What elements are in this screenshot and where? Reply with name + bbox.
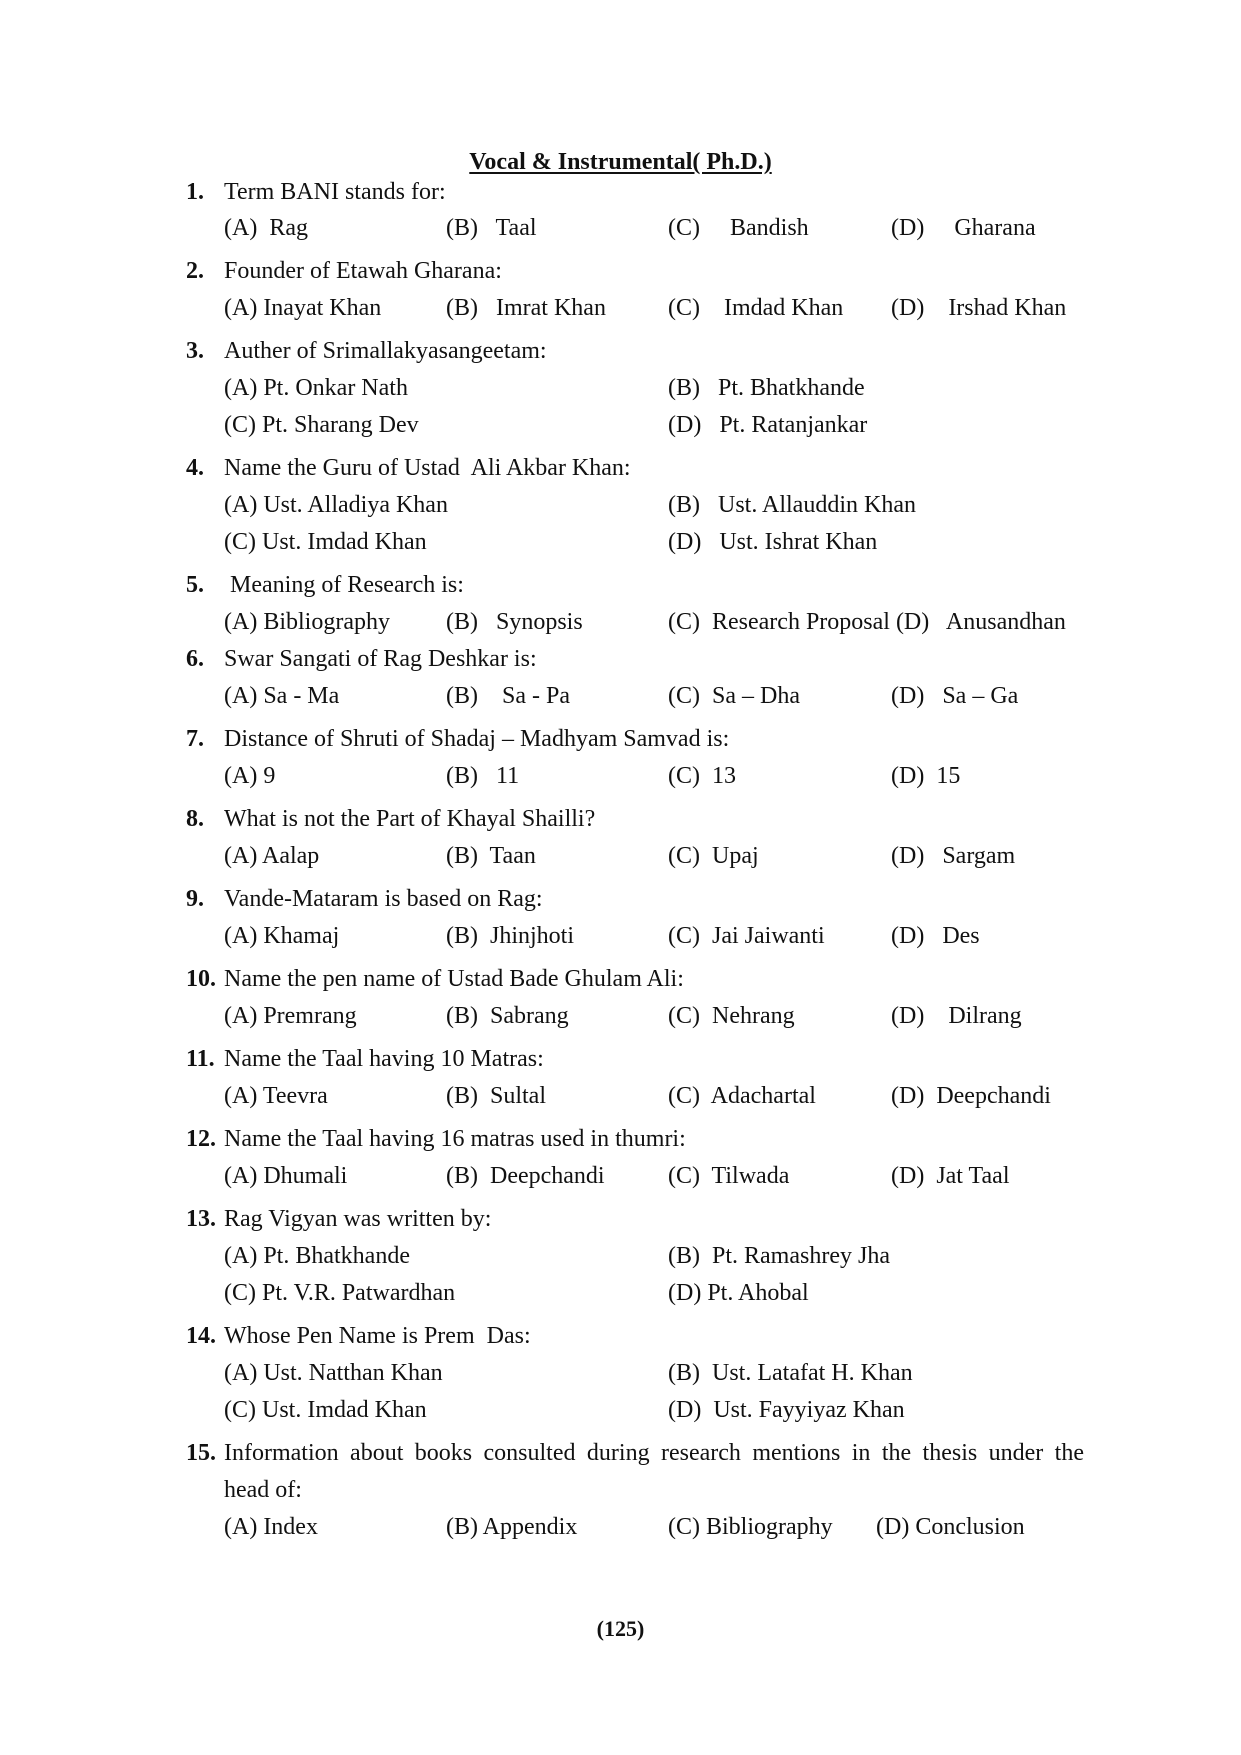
question-text: Meaning of Research is: — [224, 572, 464, 598]
option-a: (A) Khamaj — [224, 923, 340, 949]
options-row — [0, 530, 1241, 566]
question-number: 6. — [186, 646, 204, 672]
question-1 — [0, 180, 1241, 216]
option-b: (B) 11 — [446, 763, 520, 789]
option-a: (A) Rag — [224, 215, 308, 241]
question-8 — [0, 807, 1241, 843]
options-row — [0, 1281, 1241, 1317]
option-c: (C) Nehrang — [668, 1003, 795, 1029]
option-b: (B) Imrat Khan — [446, 295, 606, 321]
options-row — [0, 413, 1241, 449]
question-number: 10. — [186, 966, 216, 992]
question-2 — [0, 259, 1241, 295]
question-number: 15. — [186, 1440, 216, 1466]
option-d: (D) Jat Taal — [891, 1163, 1010, 1189]
question-13 — [0, 1207, 1241, 1243]
option-a: (A) Teevra — [224, 1083, 328, 1109]
options-row — [0, 493, 1241, 529]
question-number: 13. — [186, 1206, 216, 1232]
options-row — [0, 376, 1241, 412]
option-b: (B) Sultal — [446, 1083, 546, 1109]
question-11 — [0, 1047, 1241, 1083]
option-a: (A) Pt. Onkar Nath — [224, 375, 408, 401]
options-row — [0, 1244, 1241, 1280]
question-text-continued: head of: — [224, 1477, 302, 1503]
option-c: (C) 13 — [668, 763, 736, 789]
question-number: 4. — [186, 455, 204, 481]
option-c: (C) Pt. Sharang Dev — [224, 412, 419, 438]
option-c: (C) Ust. Imdad Khan — [224, 529, 427, 555]
question-number: 5. — [186, 572, 204, 598]
question-14 — [0, 1324, 1241, 1360]
option-c: (C) Upaj — [668, 843, 759, 869]
question-text: Name the pen name of Ustad Bade Ghulam Ali: — [224, 966, 684, 992]
options-row — [0, 764, 1241, 800]
option-a: (A) Ust. Alladiya Khan — [224, 492, 448, 518]
option-b: (B) Ust. Latafat H. Khan — [668, 1360, 913, 1386]
option-b: (B) Taan — [446, 843, 536, 869]
option-c: (C) Sa – Dha — [668, 683, 800, 709]
question-15-continuation — [0, 1478, 1241, 1514]
option-c: (C) Bibliography — [668, 1514, 833, 1540]
options-row — [0, 1361, 1241, 1397]
option-d: (D) 15 — [891, 763, 961, 789]
option-b: (B) Pt. Bhatkhande — [668, 375, 865, 401]
option-a: (A) Index — [224, 1514, 318, 1540]
question-number: 7. — [186, 726, 204, 752]
option-b: (B) Sa - Pa — [446, 683, 570, 709]
page-number: (125) — [596, 1616, 645, 1641]
question-10 — [0, 967, 1241, 1003]
question-text: Name the Taal having 10 Matras: — [224, 1046, 544, 1072]
option-b: (B) Ust. Allauddin Khan — [668, 492, 916, 518]
options-row — [0, 684, 1241, 720]
question-7 — [0, 727, 1241, 763]
option-d: (D) Conclusion — [876, 1514, 1025, 1540]
question-text: Whose Pen Name is Prem Das: — [224, 1323, 531, 1349]
option-a: (A) Ust. Natthan Khan — [224, 1360, 443, 1386]
option-c-and-d: (C) Research Proposal (D) Anusandhan — [668, 609, 1066, 635]
question-number: 12. — [186, 1126, 216, 1152]
option-c: (C) Adachartal — [668, 1083, 816, 1109]
option-d: (D) Deepchandi — [891, 1083, 1051, 1109]
options-row — [0, 610, 1241, 646]
options-row — [0, 1004, 1241, 1040]
question-4 — [0, 456, 1241, 492]
options-row — [0, 1084, 1241, 1120]
options-row — [0, 216, 1241, 252]
question-text: Founder of Etawah Gharana: — [224, 258, 502, 284]
question-text: Swar Sangati of Rag Deshkar is: — [224, 646, 537, 672]
option-c: (C) Imdad Khan — [668, 295, 844, 321]
option-c: (C) Pt. V.R. Patwardhan — [224, 1280, 456, 1306]
question-number: 9. — [186, 886, 204, 912]
option-c: (C) Ust. Imdad Khan — [224, 1397, 427, 1423]
question-text: Name the Taal having 16 matras used in thumri: — [224, 1126, 686, 1152]
question-number: 3. — [186, 338, 204, 364]
question-9 — [0, 887, 1241, 923]
option-a: (A) Dhumali — [224, 1163, 348, 1189]
option-b: (B) Synopsis — [446, 609, 583, 635]
page-title: Vocal & Instrumental( Ph.D.) — [469, 149, 772, 175]
question-number: 11. — [186, 1046, 215, 1072]
question-6 — [0, 647, 1241, 683]
question-number: 8. — [186, 806, 204, 832]
question-text: Distance of Shruti of Shadaj – Madhyam Samvad is: — [224, 726, 730, 752]
options-row — [0, 1398, 1241, 1434]
question-number: 14. — [186, 1323, 216, 1349]
option-d: (D) Ust. Fayyiyaz Khan — [668, 1397, 905, 1423]
options-row — [0, 844, 1241, 880]
options-row — [0, 1515, 1241, 1551]
question-number: 1. — [186, 179, 204, 205]
question-text: Vande-Mataram is based on Rag: — [224, 886, 543, 912]
option-d: (D) Sa – Ga — [891, 683, 1019, 709]
option-d: (D) Dilrang — [891, 1003, 1022, 1029]
option-a: (A) 9 — [224, 763, 276, 789]
question-text: What is not the Part of Khayal Shailli? — [224, 806, 596, 832]
question-text: Auther of Srimallakyasangeetam: — [224, 338, 547, 364]
question-number: 2. — [186, 258, 204, 284]
question-text: Rag Vigyan was written by: — [224, 1206, 492, 1232]
option-b: (B) Pt. Ramashrey Jha — [668, 1243, 890, 1269]
question-text: Information about books consulted during research mentions in the thesis under the — [224, 1440, 1084, 1466]
option-a: (A) Premrang — [224, 1003, 357, 1029]
option-c: (C) Jai Jaiwanti — [668, 923, 825, 949]
option-a: (A) Inayat Khan — [224, 295, 382, 321]
option-d: (D) Irshad Khan — [891, 295, 1067, 321]
option-b: (B) Sabrang — [446, 1003, 569, 1029]
option-a: (A) Aalap — [224, 843, 320, 869]
option-d: (D) Sargam — [891, 843, 1016, 869]
option-a: (A) Bibliography — [224, 609, 390, 635]
option-a: (A) Pt. Bhatkhande — [224, 1243, 410, 1269]
option-d: (D) Pt. Ratanjankar — [668, 412, 868, 438]
option-a: (A) Sa - Ma — [224, 683, 340, 709]
option-b: (B) Taal — [446, 215, 537, 241]
option-d: (D) Gharana — [891, 215, 1036, 241]
options-row — [0, 1164, 1241, 1200]
option-c: (C) Tilwada — [668, 1163, 790, 1189]
options-row — [0, 924, 1241, 960]
option-b: (B) Deepchandi — [446, 1163, 605, 1189]
option-b: (B) Jhinjhoti — [446, 923, 575, 949]
question-text: Term BANI stands for: — [224, 179, 446, 205]
question-text: Name the Guru of Ustad Ali Akbar Khan: — [224, 455, 631, 481]
option-d: (D) Des — [891, 923, 980, 949]
option-c: (C) Bandish — [668, 215, 809, 241]
options-row — [0, 296, 1241, 332]
question-15 — [0, 1441, 1241, 1477]
option-d: (D) Pt. Ahobal — [668, 1280, 809, 1306]
question-5 — [0, 573, 1241, 609]
option-b: (B) Appendix — [446, 1514, 578, 1540]
question-12 — [0, 1127, 1241, 1163]
option-d: (D) Ust. Ishrat Khan — [668, 529, 878, 555]
question-3 — [0, 339, 1241, 375]
